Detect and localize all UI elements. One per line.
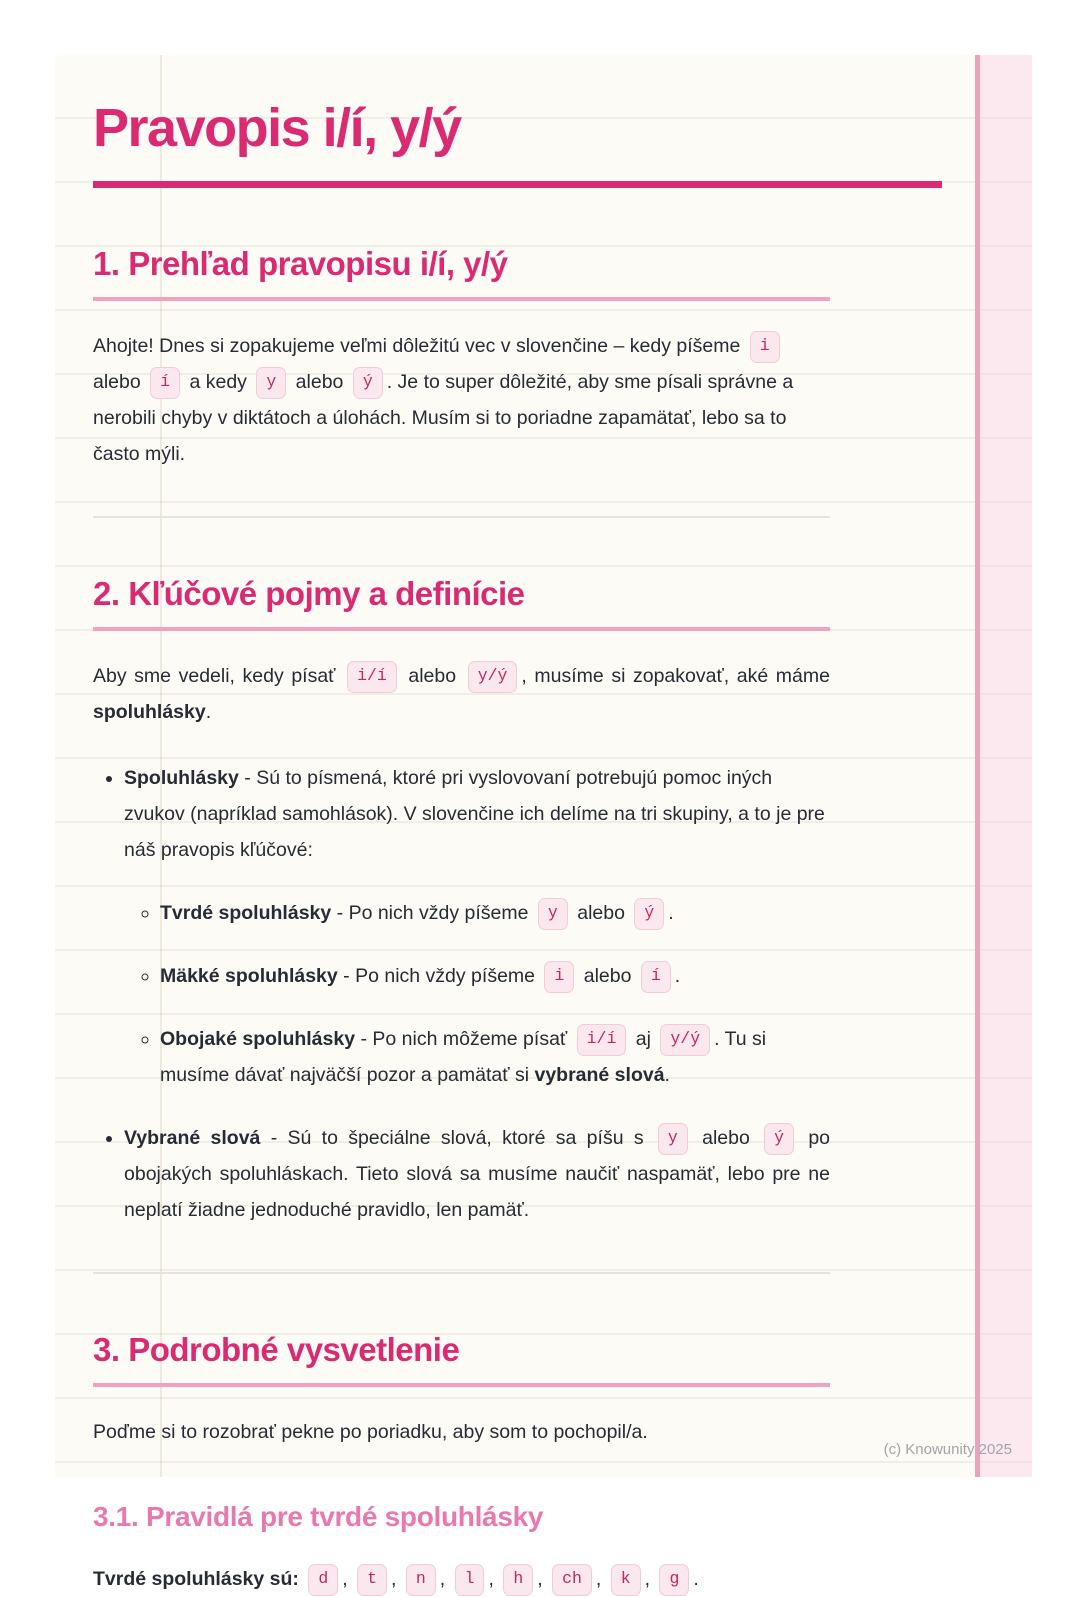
consonant-groups-list [124,895,830,1093]
code-badge: d [308,1564,338,1596]
code-badge: i [544,961,574,993]
section-3-heading: 3. Podrobné vysvetlenie [93,1331,460,1368]
list-item-text: Spoluhlásky - Sú to písmená, ktoré pri vyslovovaní potrebujú pomoc iných zvukov (napríklad samohlások). V slovenčine ich delíme na tri skupiny, a to je pre náš pravopis kľúčové: [124,767,825,861]
bold-text: Tvrdé spoluhlásky sú: [93,1568,299,1590]
code-badge: g [659,1564,689,1596]
bold-text: Vybrané slová [124,1127,261,1149]
definitions-list [93,760,830,1228]
code-badge: h [503,1564,533,1596]
code-badge: i/í [347,661,397,693]
code-badge: ch [552,1564,592,1596]
code-badge: ý [634,898,664,930]
bold-text: spoluhlásky [93,701,206,723]
section-divider [93,516,830,518]
code-badge: l [455,1564,485,1596]
copyright: (c) Knowunity 2025 [883,1441,1012,1458]
code-badge: i [750,331,780,363]
section-3-intro: Poďme si to rozobrať pekne po poriadku, aby som to pochopil/a. [93,1421,648,1443]
code-badge: y [658,1123,688,1155]
code-badge: t [357,1564,387,1596]
code-badge: i/í [577,1024,627,1056]
list-item [124,760,830,1093]
section-2-heading: 2. Kľúčové pojmy a definície [93,575,525,612]
bold-text: Spoluhlásky [124,767,239,789]
page-edge-stripe [975,55,1032,1477]
bold-text: Mäkké spoluhlásky [160,965,338,987]
code-badge: y/ý [660,1024,710,1056]
code-badge: y/ý [468,661,518,693]
bold-text: Obojaké spoluhlásky [160,1028,356,1050]
list-item: ◦ Mäkké spoluhlásky - Po nich vždy píšeme i alebo í . [160,958,830,994]
code-badge: ý [353,367,383,399]
bold-text: vybrané slová [534,1064,665,1086]
title-rule [93,181,942,188]
page-title: Pravopis i/í, y/ý [93,98,461,158]
code-badge: ý [764,1123,794,1155]
subsection-heading: 3.1. Pravidlá pre tvrdé spoluhlásky [93,1501,544,1532]
list-item: ◦ Tvrdé spoluhlásky - Po nich vždy píšeme y alebo ý . [160,895,830,931]
code-badge: í [641,961,671,993]
section-1-rule [93,297,830,301]
section-2-intro: Aby sme vedeli, kedy písať i/í alebo y/ý , musíme si zopakovať, aké máme spoluhlásky. [93,658,830,730]
section-divider [93,1272,830,1274]
list-item: ◦ Obojaké spoluhlásky - Po nich môžeme písať i/í aj y/ý . Tu si musíme dávať najväčší pozor a pamätať si vybrané slová. [160,1021,830,1093]
list-item: • Vybrané slová - Sú to špeciálne slová, ktoré sa píšu s y alebo ý po obojakých spoluhláskach. Tieto slová sa musíme naučiť naspamäť, lebo pre ne neplatí žiadne jednoduché pravidlo, len pamäť. [124,1120,830,1228]
section-3-rule [93,1383,830,1387]
code-badge: y [256,367,286,399]
code-badge: k [611,1564,641,1596]
code-badge: í [150,367,180,399]
hard-consonants-line: Tvrdé spoluhlásky sú: d , t , n , l , h , ch , k , g . [93,1561,830,1597]
document-content [93,55,830,1597]
document-card [55,55,1032,1590]
section-1-heading: 1. Prehľad pravopisu i/í, y/ý [93,245,508,282]
code-badge: y [538,898,568,930]
section-2-rule [93,627,830,631]
bold-text: Tvrdé spoluhlásky [160,902,332,924]
code-badge: n [406,1564,436,1596]
section-1-paragraph: Ahojte! Dnes si zopakujeme veľmi dôležitú vec v slovenčine – kedy píšeme i alebo í a kedy y alebo ý . Je to super dôležité, aby sme písali správne a nerobili chyby v diktátoch a úlohách. Musím si to poriadne zapamätať, lebo sa to často mýli. [93,328,830,472]
